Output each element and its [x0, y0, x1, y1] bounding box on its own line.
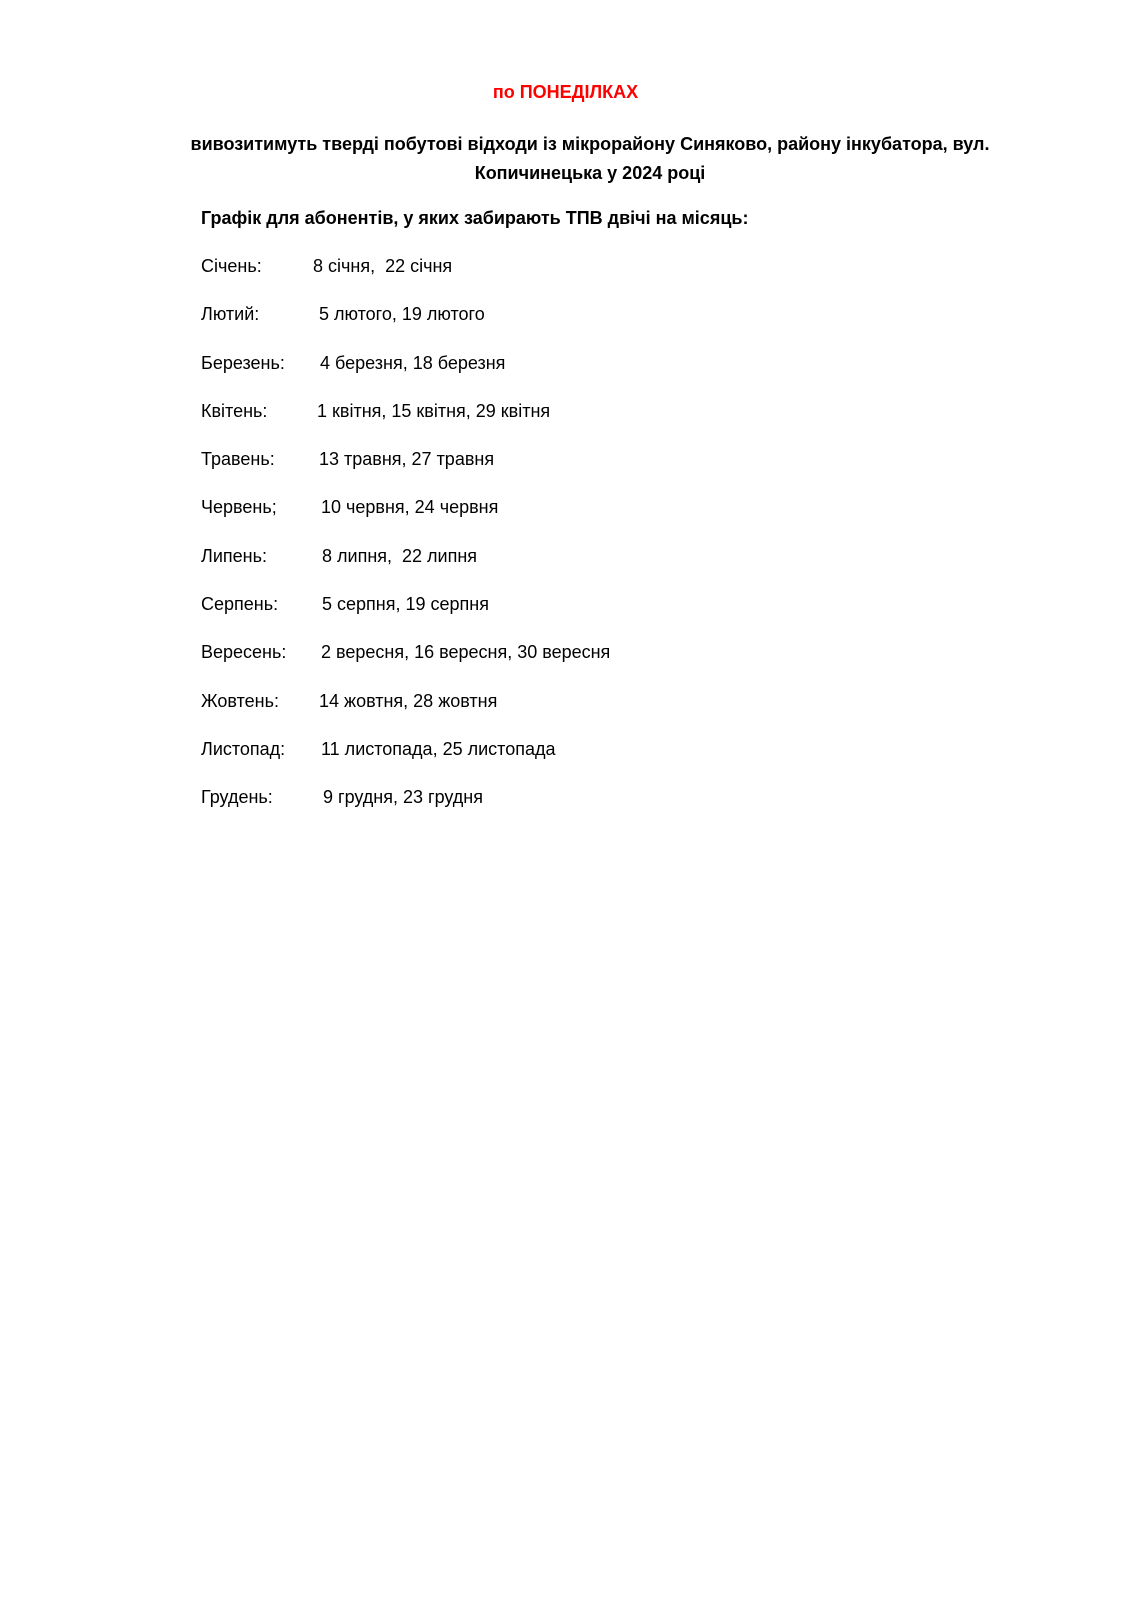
collection-dates: 5 серпня, 19 серпня [322, 594, 489, 615]
schedule-row-october [201, 691, 901, 739]
schedule-list [201, 256, 901, 836]
collection-dates: 11 листопада, 25 листопада [321, 738, 556, 759]
collection-dates: 1 квітня, 15 квітня, 29 квітня [317, 400, 551, 421]
month-label: Жовтень: [201, 690, 279, 711]
month-label: Січень: [201, 256, 262, 276]
collection-dates: 4 березня, 18 березня [320, 352, 506, 373]
collection-dates: 8 липня, 22 липня [322, 545, 478, 566]
month-label: Травень: [201, 449, 275, 470]
schedule-row-may [201, 449, 901, 497]
schedule-row-august [201, 594, 901, 642]
intro-text [160, 130, 1020, 188]
month-label: Грудень: [201, 787, 273, 808]
collection-dates: 2 вересня, 16 вересня, 30 вересня [321, 642, 611, 663]
schedule-row-july [201, 546, 901, 594]
collection-dates: 9 грудня, 23 грудня [323, 787, 483, 808]
month-label: Березень: [201, 352, 285, 373]
intro-line: вивозитимуть тверді побутові відходи із мікрорайону Синяково, району інкубатора, вул. [190, 134, 990, 154]
collection-dates: 5 лютого, 19 лютого [319, 304, 485, 325]
month-label: Липень: [201, 545, 267, 566]
month-label: Серпень: [201, 594, 279, 615]
schedule-row-february [201, 304, 901, 352]
month-label: Листопад: [201, 738, 286, 759]
schedule-row-april [201, 401, 901, 449]
collection-dates: 10 червня, 24 червня [321, 497, 499, 518]
schedule-row-november [201, 739, 901, 787]
schedule-row-december [201, 787, 901, 835]
month-label: Лютий: [201, 304, 260, 325]
schedule-row-march [201, 353, 901, 401]
day-heading: по ПОНЕДІЛКАХ [492, 82, 639, 102]
schedule-row-january [201, 256, 901, 304]
schedule-row-september [201, 642, 901, 690]
collection-dates: 13 травня, 27 травня [319, 449, 495, 470]
schedule-row-june [201, 497, 901, 545]
schedule-title: Графік для абонентів, у яких забирають ТПВ двічі на місяць: [201, 208, 749, 228]
intro-line: Копичинецька у 2024 році [474, 163, 706, 183]
month-label: Квітень: [201, 400, 268, 421]
collection-dates: 8 січня, 22 січня [313, 256, 453, 276]
month-label: Вересень: [201, 642, 287, 663]
collection-dates: 14 жовтня, 28 жовтня [319, 690, 498, 711]
month-label: Червень; [201, 497, 277, 518]
